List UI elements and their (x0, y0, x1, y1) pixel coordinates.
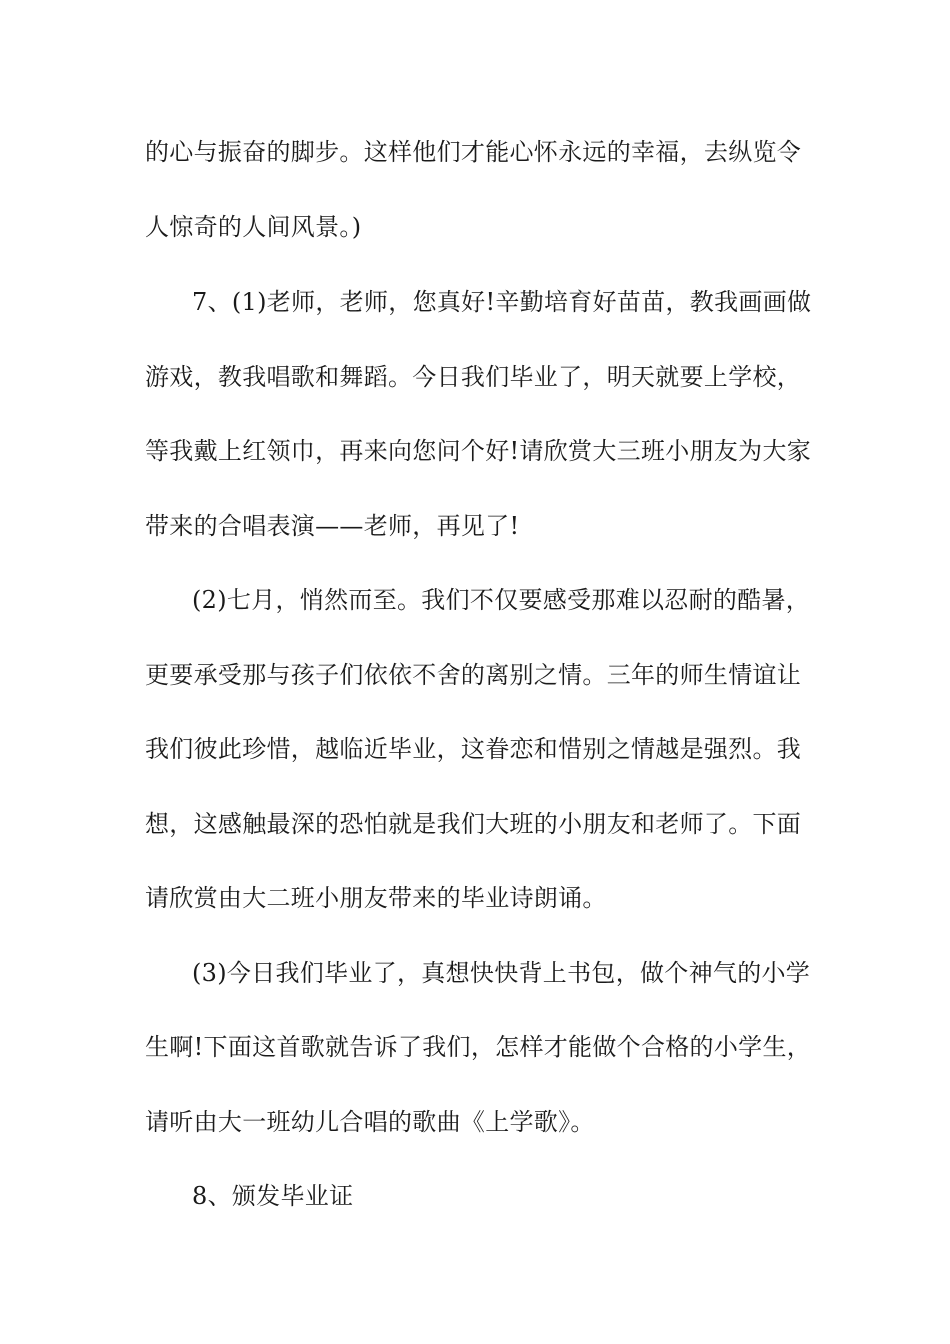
text-line: 人惊奇的人间风景。) (145, 213, 362, 241)
paragraph-start: (3)今日我们毕业了，真想快快背上书包，做个神气的小学 (192, 959, 811, 987)
text-line: 请听由大一班幼儿合唱的歌曲《上学歌》。 (145, 1108, 595, 1136)
text-line: 带来的合唱表演——老师，再见了! (145, 512, 520, 540)
text-line: 想，这感触最深的恐怕就是我们大班的小朋友和老师了。下面 (145, 810, 802, 838)
text-line: 我们彼此珍惜，越临近毕业，这眷恋和惜别之情越是强烈。我 (145, 735, 802, 763)
text-line: 游戏，教我唱歌和舞蹈。今日我们毕业了，明天就要上学校， (145, 363, 802, 391)
text-line: 生啊!下面这首歌就告诉了我们，怎样才能做个合格的小学生， (145, 1033, 812, 1061)
text-line: 请欣赏由大二班小朋友带来的毕业诗朗诵。 (145, 884, 607, 912)
text-line: 的心与振奋的脚步。这样他们才能心怀永远的幸福，去纵览令 (145, 138, 802, 166)
text-line: 更要承受那与孩子们依依不舍的离别之情。三年的师生情谊让 (145, 661, 802, 689)
text-line: 等我戴上红领巾，再来向您问个好!请欣赏大三班小朋友为大家 (145, 437, 812, 465)
paragraph-start: (2)七月，悄然而至。我们不仅要感受那难以忍耐的酷暑， (192, 586, 811, 614)
section-heading: 8、颁发毕业证 (192, 1182, 354, 1210)
paragraph-start: 7、(1)老师，老师，您真好!辛勤培育好苗苗，教我画画做 (192, 288, 812, 316)
